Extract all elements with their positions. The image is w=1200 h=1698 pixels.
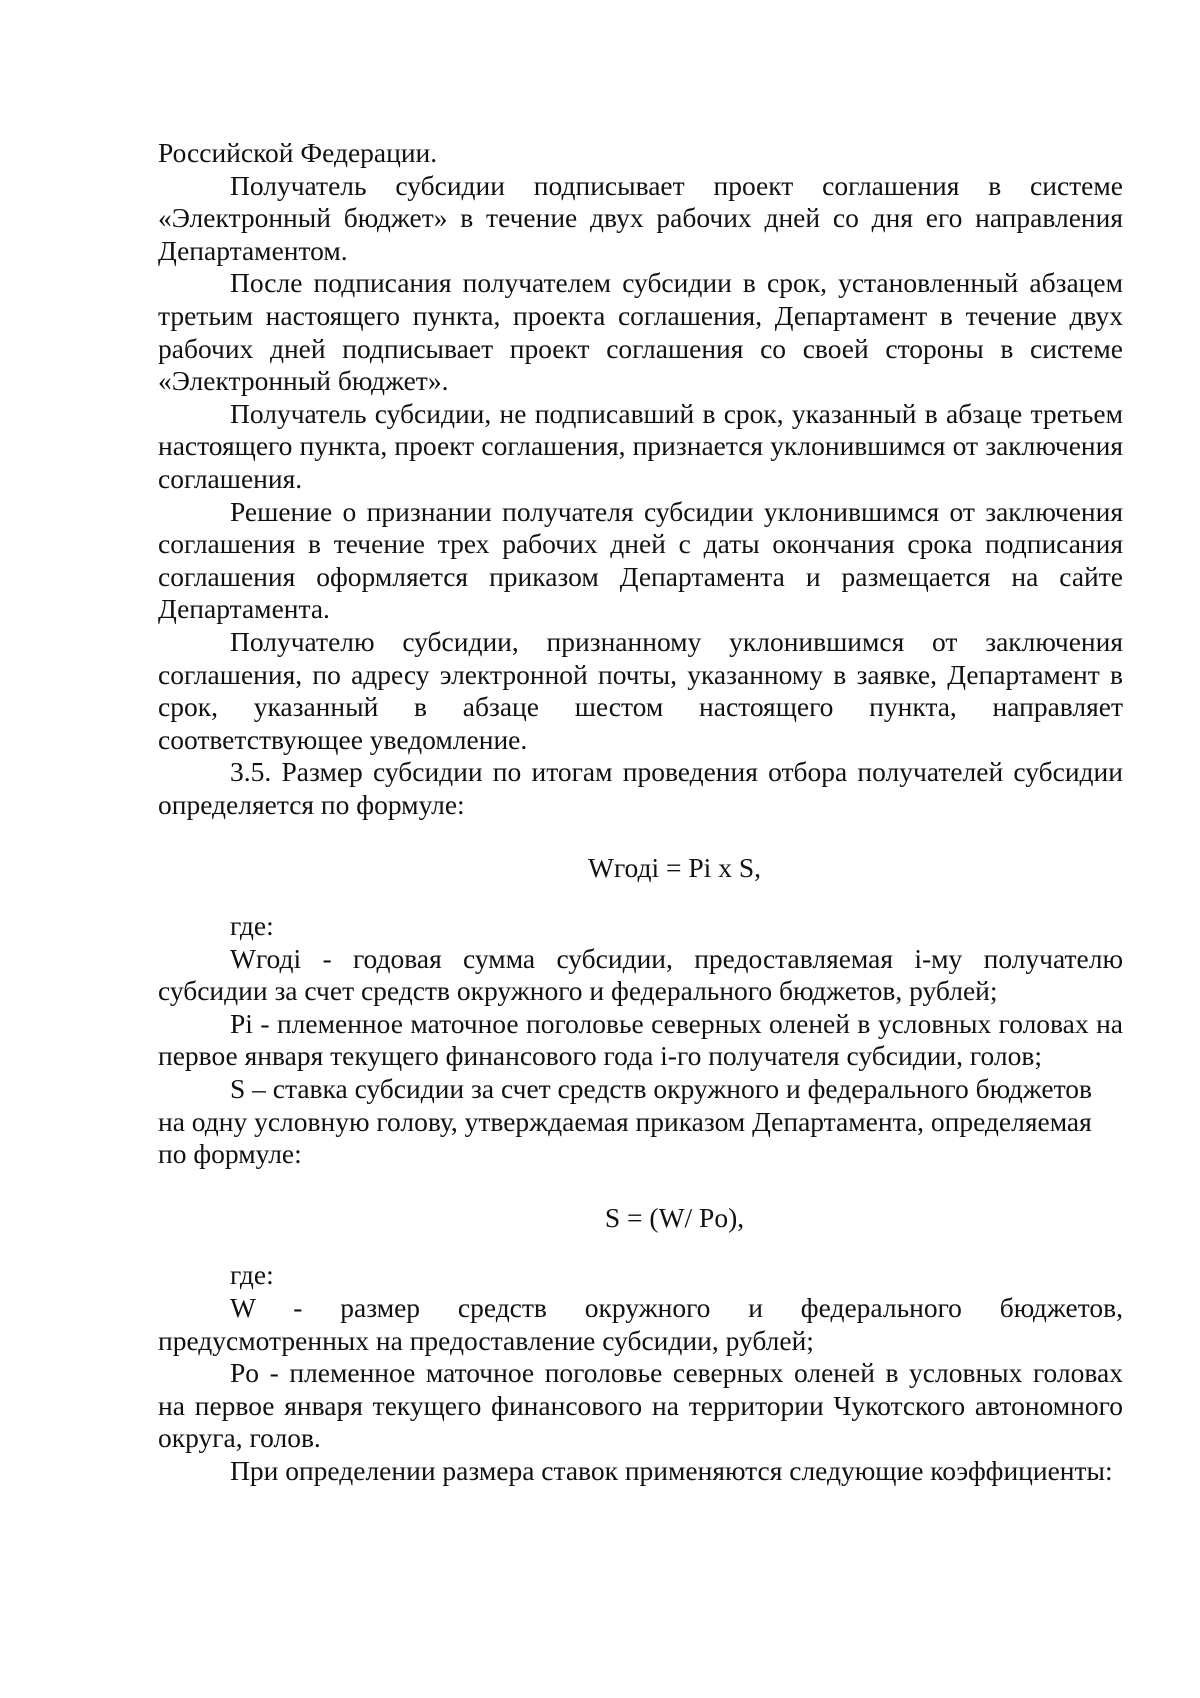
paragraph-continuation: Российской Федерации.	[158, 137, 438, 168]
paragraph-section-3-5: 3.5. Размер субсидии по итогам проведения отбора получателей субсидии определяется по формуле:	[158, 756, 1123, 820]
spacer	[158, 1234, 1123, 1259]
formula-rate: S = (W/ Po),	[604, 1201, 745, 1233]
by-formula-text: по формуле:	[158, 1138, 302, 1170]
definition-wgodi: Wгоді - годовая сумма субсидии, предоставляемая i-му получателю субсидии за счет средств окружного и федерального бюджетов, рублей;	[158, 942, 1123, 1007]
definition-po: Po - племенное маточное поголовье северных оленей в условных головах на первое января текущего финансового на территории Чукотского автономного округа, голов.	[158, 1357, 1123, 1454]
paragraph-notification: Получателю субсидии, признанному уклонившимся от заключения соглашения, по адресу электронной почты, указанному в заявке, Департамент в срок, указанный в абзаце шестом настоящего пункта, направляет соответствующее уведомление.	[158, 625, 1123, 755]
spacer	[158, 821, 1123, 852]
spacer	[158, 1171, 1123, 1202]
spacer	[158, 885, 1123, 910]
paragraph-signing-department: После подписания получателем субсидии в срок, установленный абзацем третьим настоящего пункта, проекта соглашения, Департамент в течение двух рабочих дней подписывает проект соглашения со своей стороны в системе «Электронный бюджет».	[158, 267, 1123, 397]
where-label: где:	[230, 910, 274, 942]
paragraph-evasion: Получатель субсидии, не подписавший в срок, указанный в абзаце третьем настоящего пункта, проект соглашения, признается уклонившимся от заключения соглашения.	[158, 397, 1123, 494]
definition-pi: Pi - племенное маточное поголовье северных оленей в условных головах на первое января текущего финансового года i-го получателя субсидии, голов;	[158, 1007, 1123, 1072]
paragraph-decision: Решение о признании получателя субсидии уклонившимся от заключения соглашения в течение трех рабочих дней с даты окончания срока подписания соглашения оформляется приказом Департамента и размещается на сайте Департамента.	[158, 495, 1123, 625]
paragraph-coefficients: При определении размера ставок применяются следующие коэффициенты:	[230, 1454, 1113, 1486]
document-page	[158, 137, 1123, 1488]
definition-s: S – ставка субсидии за счет средств окружного и федерального бюджетов на одну условную голову, утверждаемая приказом Департамента, определяемая	[158, 1073, 1092, 1137]
definition-w: W - размер средств окружного и федерального бюджетов, предусмотренных на предоставление субсидии, рублей;	[158, 1292, 1123, 1356]
formula-annual-subsidy: Wгоді = Pi х S,	[587, 852, 761, 884]
paragraph-signing-recipient: Получатель субсидии подписывает проект соглашения в системе «Электронный бюджет» в течение двух рабочих дней со дня его направления Департаментом.	[158, 169, 1123, 266]
where-label: где:	[230, 1259, 274, 1291]
